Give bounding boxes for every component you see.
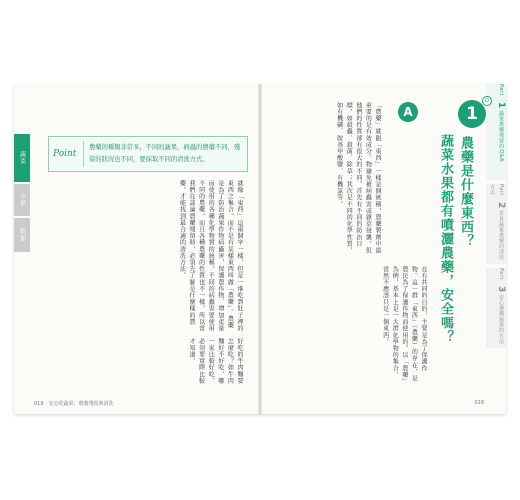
question-title-line2: 蔬菜水果都有噴灑農藥，安全嗎？ (438, 134, 453, 344)
part-number: 1 (496, 101, 506, 109)
answer-text: 「農藥」就跟「東西」一樣是個統稱，農藥製劑中最重要的是有效成分。物避免被病蟲害或雜草侵襲，但他們的性質卻有很大的不同。首先有不同的防治目標，如殺蟲、殺菌、除草；其次是不同的化學性質，如有機磷、胺基甲酸鹽、有機氯等。 (335, 102, 381, 254)
question-number-badge: 1 (458, 100, 486, 128)
answer-text-lower: 在有共同的目的，主要是為了保護作物。這一群「東西」（農藥）的存在，是農民為了保護作物而使用的。以「農藥」為例，基本上是一大群化學物的集合，當然不應該只是一個東西。 (381, 266, 427, 382)
answer-badge: A (398, 102, 418, 122)
part-number: 2 (496, 201, 506, 209)
right-page (260, 84, 506, 414)
part-tab-2[interactable] (486, 184, 506, 264)
point-box (48, 136, 248, 172)
part-label: Part (498, 268, 504, 280)
left-body-text: 就像「東西」這兩個字一樣，但是一堆吃到肚子裡的東西之集合。而不是有某樣東西叫做「農藥」。農藥是為了防治蔬果作物病蟲害，保護農作物、增加產量而使用的各種化學物質的統稱。不同的病蟲害要使用不同的農藥，而且各種農藥的性質也不一樣，所以當我們在談論農藥殘留時，必須先了解是什麼樣的農藥，才能找到最合適的清洗方法。 (178, 180, 243, 332)
tab-fruits[interactable]: 水果 (14, 184, 30, 216)
part-tab-3[interactable] (486, 268, 506, 348)
point-text: 農藥的種類非常多，不同的蔬果，病蟲的農藥不同，殘留的狀況也不同，要採取不同的清洗方式。 (89, 144, 241, 163)
part-label: Part (498, 184, 504, 196)
point-divider (83, 141, 84, 167)
left-body-text-lower: 好吃的牛肉麵要怎麼吃？如牛肉麵好不好吃，哪一家比較好吃，必須要實際比較才知道。 (188, 338, 243, 385)
question-mark-badge: Q (482, 96, 492, 106)
tab-vegetables[interactable]: 蔬菜 (14, 134, 30, 182)
left-page (14, 84, 260, 414)
part-title: 常見蔬果農藥的清洗方式 (489, 184, 504, 261)
book-spread (14, 84, 506, 414)
point-label: Point (53, 149, 77, 159)
part-number: 3 (496, 285, 506, 293)
question-title-line1: 農藥是什麼東西？ (458, 136, 473, 248)
part-title: 蔬果農藥殘留的Q&A (498, 110, 504, 163)
tab-grains[interactable]: 穀類 (14, 218, 30, 252)
right-folio: 018 (474, 400, 484, 406)
left-folio: 019 安心吃蔬果：農藥殘留與清洗 (34, 401, 114, 407)
part-label: Part (498, 84, 504, 96)
part-title: 安心選購蔬果的方法 (498, 294, 504, 345)
